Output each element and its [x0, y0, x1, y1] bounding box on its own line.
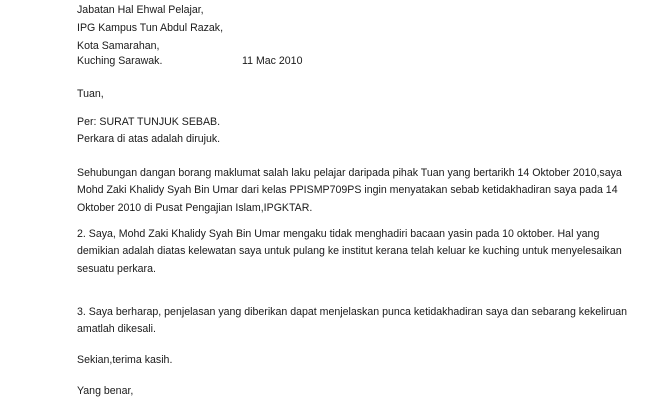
- paragraph-1-line-1: Sehubungan dangan borang maklumat salah laku pelajar daripada pihak Tuan yang bertarikh 14 Oktober 2010,saya: [77, 167, 622, 179]
- paragraph-1-line-2: Mohd Zaki Khalidy Syah Bin Umar dari kelas PPISMP709PS ingin menyatakan sebab ketidakhadiran saya pada 14: [77, 184, 618, 196]
- paragraph-2-line-1: 2. Saya, Mohd Zaki Khalidy Syah Bin Umar mengaku tidak menghadiri bacaan yasin pada 10 oktober. Hal yang: [77, 228, 600, 240]
- paragraph-3-line-2: amatlah dikesali.: [77, 323, 156, 335]
- signoff: Yang benar,: [77, 385, 134, 397]
- paragraph-2-line-3: sesuatu perkara.: [77, 263, 156, 275]
- salutation: Tuan,: [77, 88, 104, 100]
- address-line-2: IPG Kampus Tun Abdul Razak,: [77, 22, 224, 34]
- letter-date: 11 Mac 2010: [242, 55, 303, 67]
- subject-reference: Perkara di atas adalah dirujuk.: [77, 133, 221, 145]
- address-line-3: Kota Samarahan,: [77, 40, 160, 52]
- address-line-1: Jabatan Hal Ehwal Pelajar,: [77, 4, 204, 16]
- paragraph-3-line-1: 3. Saya berharap, penjelasan yang diberikan dapat menjelaskan punca ketidakhadiran saya dan sebarang kekeliruan: [77, 306, 628, 318]
- closing: Sekian,terima kasih.: [77, 354, 173, 366]
- paragraph-2-line-2: demikian adalah diatas kelewatan saya untuk pulang ke institut kerana telah keluar ke kuching untuk menyelesaikan: [77, 245, 622, 257]
- address-line-4: Kuching Sarawak.: [77, 55, 163, 67]
- paragraph-1-line-3: Oktober 2010 di Pusat Pengajian Islam,IPGKTAR.: [77, 202, 313, 214]
- subject-line: Per: SURAT TUNJUK SEBAB.: [77, 116, 221, 128]
